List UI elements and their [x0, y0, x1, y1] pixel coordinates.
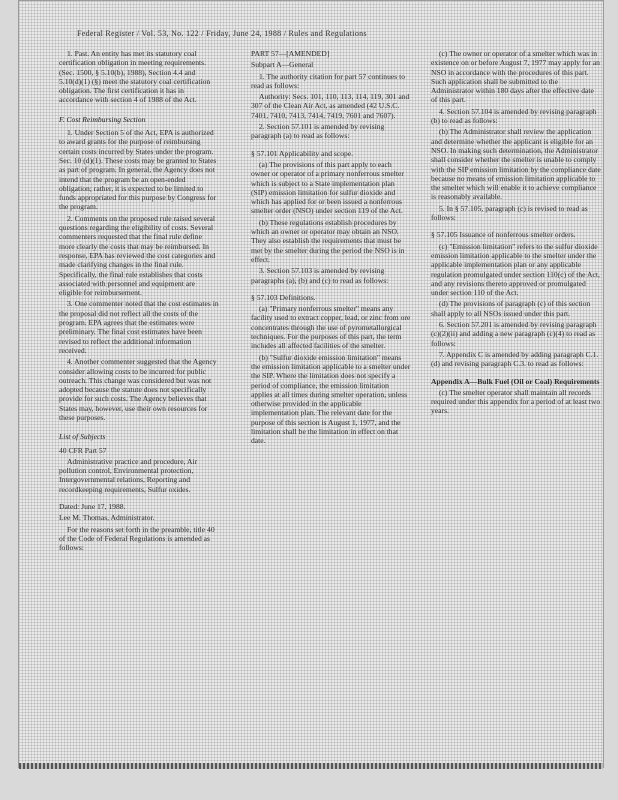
paragraph: Administrative practice and procedure, Air pollution control, Environmental protection, Intergovernmental relations, Reporting and recordkeeping requirements, Sulfur oxides.	[59, 456, 198, 494]
document-page	[18, 0, 604, 768]
section-heading: F. Cost Reimbursing Section	[59, 114, 146, 124]
dated-line: Dated: June 17, 1988.	[59, 502, 126, 512]
paragraph: 3. Section 57.103 is amended by revising paragraphs (a), (b) and (c) to read as follows:	[251, 266, 389, 285]
paragraph: 1. Past. An entity has met its statutory coal certification obligation in meeting requirements. (Sec. 1500, § 5.10(b), 1988), Section 4.4 and 5.10(d)(1) (§) meet the statutory coal certification obligation. The first certification it has in accordance with section 4 of 1988 of the Act.	[59, 49, 211, 105]
paragraph: 6. Section 57.201 is amended by revising paragraph (c)(2)(ii) and adding a new paragraph (c)(4) to read as follows:	[431, 320, 597, 348]
paragraph: (a) The provisions of this part apply to each owner or operator of a primary nonferrous smelter which is subject to a State implementation plan (SIP) emission limitation for sulfur dioxide and which has applied for or been issued a nonferrous smelter order (NSO) under section 119 of the Act.	[251, 159, 404, 216]
paragraph: 5. In § 57.105, paragraph (c) is revised to read as follows:	[431, 203, 588, 223]
paragraph: 2. Section 57.101 is amended by revising paragraph (a) to read as follows:	[251, 122, 385, 141]
paragraph: 2. Comments on the proposed rule raised several questions regarding the eligibility of costs. Several commenters requested that the final rule define more clearly the costs that may be reimbursed. In response, EPA has reviewed the cost categories and made clarifying changes in the final rule. Specifically, the final rule establishes that costs associated with personnel and equipment are eligible for reimbursement.	[59, 213, 216, 298]
paragraph: 7. Appendix C is amended by adding paragraph C.1.(d) and revising paragraph C.3. to read as follows:	[431, 349, 599, 369]
column-2	[251, 49, 411, 448]
section-heading: List of Subjects	[59, 432, 106, 442]
section-title: § 57.101 Applicability and scope.	[251, 148, 354, 158]
paragraph: (a) "Primary nonferrous smelter" means any facility used to extract copper, lead, or zinc from ore concentrates through the use of pyrometallurgical techniques. For the purposes of this part, the term includes all affected facilities of the smelter.	[251, 304, 411, 351]
column-1	[59, 49, 219, 555]
paragraph: 1. The authority citation for part 57 continues to read as follows:	[251, 71, 406, 90]
appendix-title: Appendix A—Bulk Fuel (Oil or Coal) Requirements	[431, 376, 600, 386]
subpart-title: Subpart A—General	[251, 60, 314, 70]
paragraph: (b) The Administrator shall review the application and determine whether the applicant is eligible for an NSO. In making such determination, the Administrator shall consider whether the smelter is unable to comply with the SIP emission limitation by the compliance date because no means of emission limitation applicable to the smelter which will enable it to achieve compliance is reasonably available.	[431, 127, 601, 202]
subjects-line: 40 CFR Part 57	[59, 445, 107, 455]
paragraph: (c) "Emission limitation" refers to the sulfur dioxide emission limitation applicable to the smelter under the applicable implementation plan or any applicable regulation promulgated under section 110(c) of the Act, and any revisions thereto approved or promulgated under section 110 of the Act.	[431, 241, 600, 298]
part-title: PART 57—[AMENDED]	[251, 49, 330, 58]
paragraph: (d) The provisions of paragraph (c) of this section shall apply to all NSOs issued under this part.	[431, 299, 591, 318]
paragraph: (b) "Sulfur dioxide emission limitation" means the emission limitation applicable to a smelter under the SIP. Where the limitation does not specify a period of compliance, the emission limitation applies at all times during smelter operation, unless otherwise provided in the applicable implementation plan. The relevant date for the purpose of this section is August 1, 1977, and the limitation shall be the limitation in effect on that date.	[251, 352, 411, 446]
paragraph: 4. Another commenter suggested that the Agency consider allowing costs to be incurred for public outreach. This change was considered but was not adopted because the statute does not specifically provide for such costs. The Agency believes that States may, however, use their own resources for these purposes.	[59, 357, 217, 422]
paragraph: 3. One commenter noted that the cost estimates in the proposal did not reflect all the costs of the program. EPA agrees that the estimates were preliminary. The final cost estimates have been revised to reflect the additional information received.	[59, 299, 219, 355]
column-3	[431, 49, 601, 418]
section-title: § 57.105 Issuance of nonferrous smelter orders.	[431, 230, 576, 240]
paragraph: 4. Section 57.104 is amended by revising paragraph (b) to read as follows:	[431, 106, 597, 126]
paragraph: Authority: Secs. 101, 110, 113, 114, 119, 301 and 307 of the Clean Air Act, as amended (42 U.S.C. 7401, 7410, 7413, 7414, 7419, 7601 and 7607).	[251, 92, 410, 120]
signature-line: Lee M. Thomas, Administrator.	[59, 513, 155, 523]
section-title: § 57.103 Definitions.	[251, 292, 316, 302]
paragraph: For the reasons set forth in the preamble, title 40 of the Code of Federal Regulations is amended as follows:	[59, 524, 215, 553]
paragraph: (c) The smelter operator shall maintain all records required under this appendix for a period of at least two years.	[431, 387, 601, 416]
paragraph: (b) These regulations establish procedures by which an owner or operator may obtain an NSO. They also establish the requirements that must be met by the smelter during the period the NSO is in effect.	[251, 217, 405, 264]
paragraph: 1. Under Section 5 of the Act, EPA is authorized to award grants for the purpose of reimbursing certain costs incurred by States under the program. Sec. 10 (d)(1). These costs may be granted to States as part of program. In general, the Agency does not intend that the program be an open-ended obligation; rather, it is expected to be limited to funds appropriated for this purpose by Congress for the program.	[59, 128, 217, 212]
paragraph: (c) The owner or operator of a smelter which was in existence on or before August 7, 1977 may apply for an NSO in accordance with the procedures of this part. Such application shall be submitted to the Administrator within 180 days after the effective date of this part.	[431, 49, 600, 105]
page-header: Federal Register / Vol. 53, No. 122 / Friday, June 24, 1988 / Rules and Regulations	[77, 29, 367, 38]
